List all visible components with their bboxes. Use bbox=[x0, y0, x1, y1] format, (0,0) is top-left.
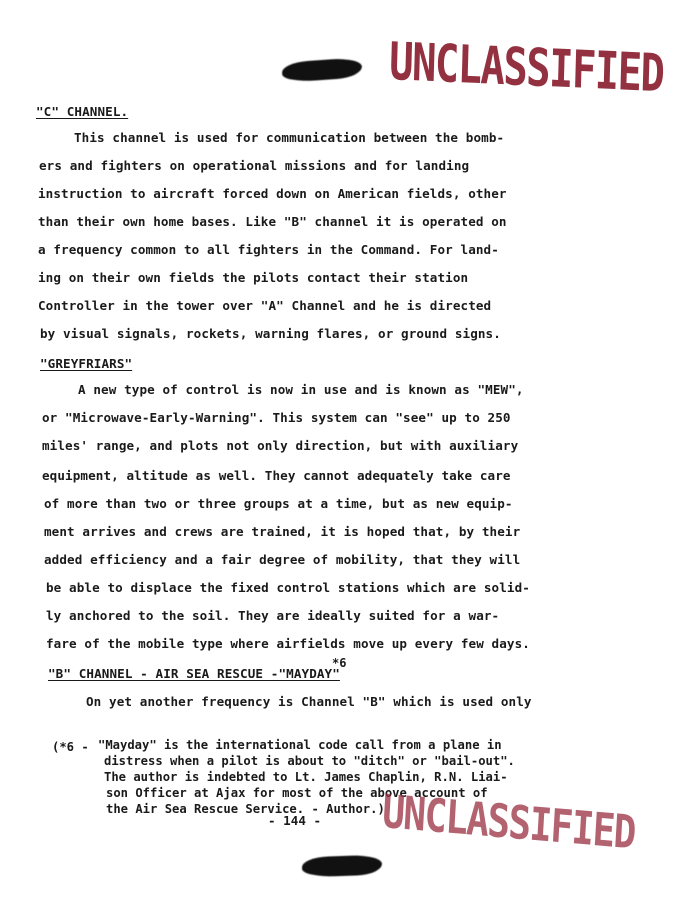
greyfriars-line-9: ly anchored to the soil. They are ideally suited for a war- bbox=[46, 608, 500, 623]
c-channel-line-4: than their own home bases. Like "B" channel it is operated on bbox=[38, 214, 507, 229]
footnote-line-3: The author is indebted to Lt. James Chaplin, R.N. Liai- bbox=[104, 770, 508, 784]
c-channel-line-7: Controller in the tower over "A" Channel and he is directed bbox=[38, 298, 492, 313]
page-number: - 144 - bbox=[268, 813, 322, 828]
greyfriars-line-5: of more than two or three groups at a time, but as new equip- bbox=[44, 496, 513, 511]
redaction-mark-bottom bbox=[302, 855, 383, 878]
redaction-mark-top bbox=[281, 57, 362, 83]
footnote-marker: (*6 - bbox=[52, 740, 89, 754]
greyfriars-line-1: A new type of control is now in use and is known as "MEW", bbox=[78, 382, 524, 397]
footnote-reference: *6 bbox=[332, 656, 347, 670]
footnote-line-4: son Officer at Ajax for most of the above account of bbox=[106, 786, 488, 800]
unclassified-stamp-top: UNCLASSIFIED bbox=[388, 32, 665, 105]
greyfriars-line-8: be able to displace the fixed control stations which are solid- bbox=[46, 580, 530, 595]
unclassified-stamp-bottom: UNCLASSIFIED bbox=[380, 784, 637, 860]
footnote-line-5: the Air Sea Rescue Service. - Author.) bbox=[106, 802, 385, 816]
greyfriars-line-6: ment arrives and crews are trained, it is hoped that, by their bbox=[44, 524, 521, 539]
footnote-line-2: distress when a pilot is about to "ditch" or "bail-out". bbox=[104, 754, 515, 768]
b-channel-line-1: On yet another frequency is Channel "B" which is used only bbox=[86, 694, 532, 709]
greyfriars-line-2: or "Microwave-Early-Warning". This system can "see" up to 250 bbox=[42, 410, 511, 425]
greyfriars-line-7: added efficiency and a fair degree of mobility, that they will bbox=[44, 552, 521, 567]
greyfriars-heading: "GREYFRIARS" bbox=[40, 356, 133, 371]
c-channel-heading: "C" CHANNEL. bbox=[36, 104, 129, 119]
c-channel-line-5: a frequency common to all fighters in the Command. For land- bbox=[38, 242, 499, 257]
c-channel-line-1: This channel is used for communication between the bomb- bbox=[74, 130, 505, 145]
c-channel-line-6: ing on their own fields the pilots contact their station bbox=[38, 270, 469, 285]
greyfriars-line-3: miles' range, and plots not only direction, but with auxiliary bbox=[42, 438, 519, 453]
footnote-line-1: "Mayday" is the international code call from a plane in bbox=[98, 738, 502, 752]
b-channel-heading: "B" CHANNEL - AIR SEA RESCUE -"MAYDAY" bbox=[48, 666, 340, 681]
c-channel-line-3: instruction to aircraft forced down on American fields, other bbox=[38, 186, 507, 201]
greyfriars-line-10: fare of the mobile type where airfields move up every few days. bbox=[46, 636, 530, 651]
c-channel-line-2: ers and fighters on operational missions and for landing bbox=[39, 158, 470, 173]
c-channel-line-8: by visual signals, rockets, warning flares, or ground signs. bbox=[40, 326, 501, 341]
greyfriars-line-4: equipment, altitude as well. They cannot adequately take care bbox=[42, 468, 511, 483]
